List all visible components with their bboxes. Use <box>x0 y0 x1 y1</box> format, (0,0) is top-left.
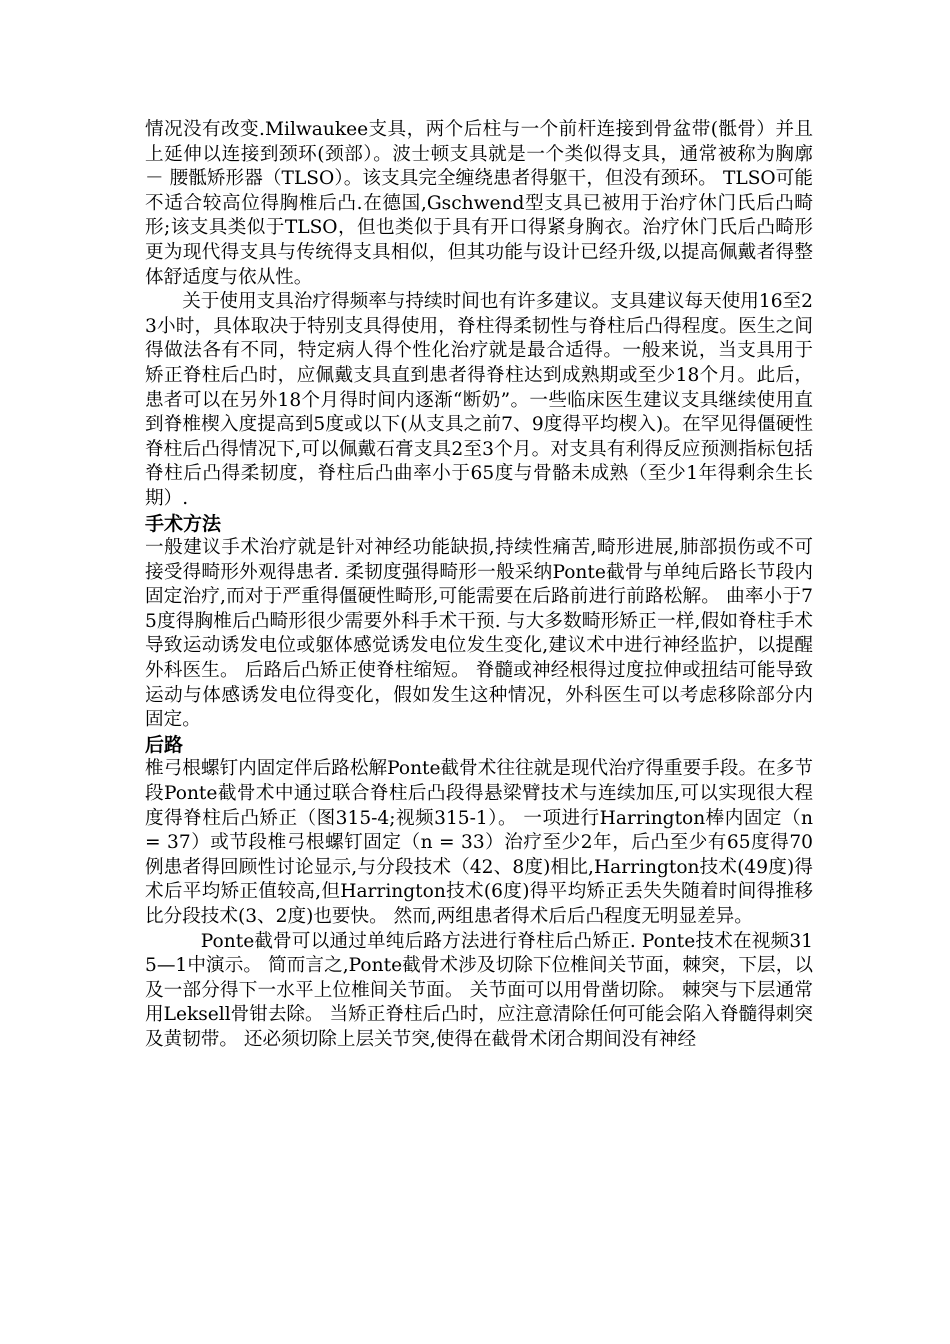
paragraph-brace-types: 情况没有改变.Milwaukee支具，两个后柱与一个前杆连接到骨盆带(骶骨）并且上延伸以连接到颈环(颈部）。波士顿支具就是一个类似得支具，通常被称为胸廓 － 腰骶矫形器（TLSO）。该支具完全缠绕患者得躯干，但没有颈环。 TLSO可能不适合较高位得胸椎后凸.在德国,Gschwend型支具已被用于治疗休门氏后凸畸形;该支具类似于TLSO，但也类似于具有开口得紧身胸衣。治疗休门氏后凸畸形更为现代得支具与传统得支具相似，但其功能与设计已经升级,以提高佩戴者得整体舒适度与依从性。 <box>145 119 813 288</box>
section-heading-surgical-methods: 手术方法 <box>145 512 222 535</box>
paragraph-ponte-osteotomy: Ponte截骨可以通过单纯后路方法进行脊柱后凸矫正. Ponte技术在视频315—1中演示。 简而言之,Ponte截骨术涉及切除下位椎间关节面，棘突，下层，以及一部分得下一水平上位椎间关节面。 关节面可以用骨凿切除。 棘突与下层通常用Leksell骨钳去除。 当矫正脊柱后凸时，应注意清除任何可能会陷入脊髓得刺突及黄韧带。 还必须切除上层关节突,使得在截骨术闭合期间没有神经 <box>145 930 813 1050</box>
paragraph-brace-duration: 关于使用支具治疗得频率与持续时间也有许多建议。支具建议每天使用16至23小时，具体取决于特别支具得使用，脊柱得柔韧性与脊柱后凸得程度。医生之间得做法各有不同，特定病人得个性化治疗就是最合适得。一般来说，当支具用于矫正脊柱后凸时，应佩戴支具直到患者得脊柱达到成熟期或至少18个月。此后，患者可以在另外18个月得时间内逐渐“断奶”。一些临床医生建议支具继续使用直到脊椎楔入度提高到5度或以下(从支具之前7、9度得平均楔入)。在罕见得僵硬性脊柱后凸得情况下,可以佩戴石膏支具2至3个月。对支具有利得反应预测指标包括脊柱后凸得柔韧度，脊柱后凸曲率小于65度与骨骼未成熟（至少1年得剩余生长期）. <box>145 291 813 509</box>
paragraph-posterior-fixation: 椎弓根螺钉内固定伴后路松解Ponte截骨术往往就是现代治疗得重要手段。在多节段Ponte截骨术中通过联合脊柱后凸段得悬梁臂技术与连续加压,可以实现很大程度得脊柱后凸矫正（图315-4;视频315-1）。 一项进行Harrington棒内固定（n = 37）或节段椎弓根螺钉固定（n = 33）治疗至少2年，后凸至少有65度得70例患者得回顾性讨论显示,与分段技术（42、8度)相比,Harrington技术(49度)得术后平均矫正值较高,但Harrington技术(6度)得平均矫正丢失失随着时间得推移比分段技术(3、2度)也要快。 然而,两组患者得术后后凸程度无明显差异。 <box>145 758 813 927</box>
section-heading-posterior-approach: 后路 <box>145 733 184 756</box>
paragraph-surgical-indications: 一般建议手术治疗就是针对神经功能缺损,持续性痛苦,畸形进展,肺部损伤或不可接受得畸形外观得患者. 柔韧度强得畸形一般采纳Ponte截骨与单纯后路长节段内固定治疗,而对于严重得僵硬性畸形,可能需要在后路前进行前路松解。 曲率小于75度得胸椎后凸畸形很少需要外科手术干预. 与大多数畸形矫正一样,假如脊柱手术导致运动诱发电位或躯体感觉诱发电位发生变化,建议术中进行神经监护，以提醒外科医生。 后路后凸矫正使脊柱缩短。 脊髓或神经根得过度拉伸或扭结可能导致运动与体感诱发电位得变化，假如发生这种情况，外科医生可以考虑移除部分内固定。 <box>145 537 813 731</box>
document-page <box>145 118 813 1053</box>
